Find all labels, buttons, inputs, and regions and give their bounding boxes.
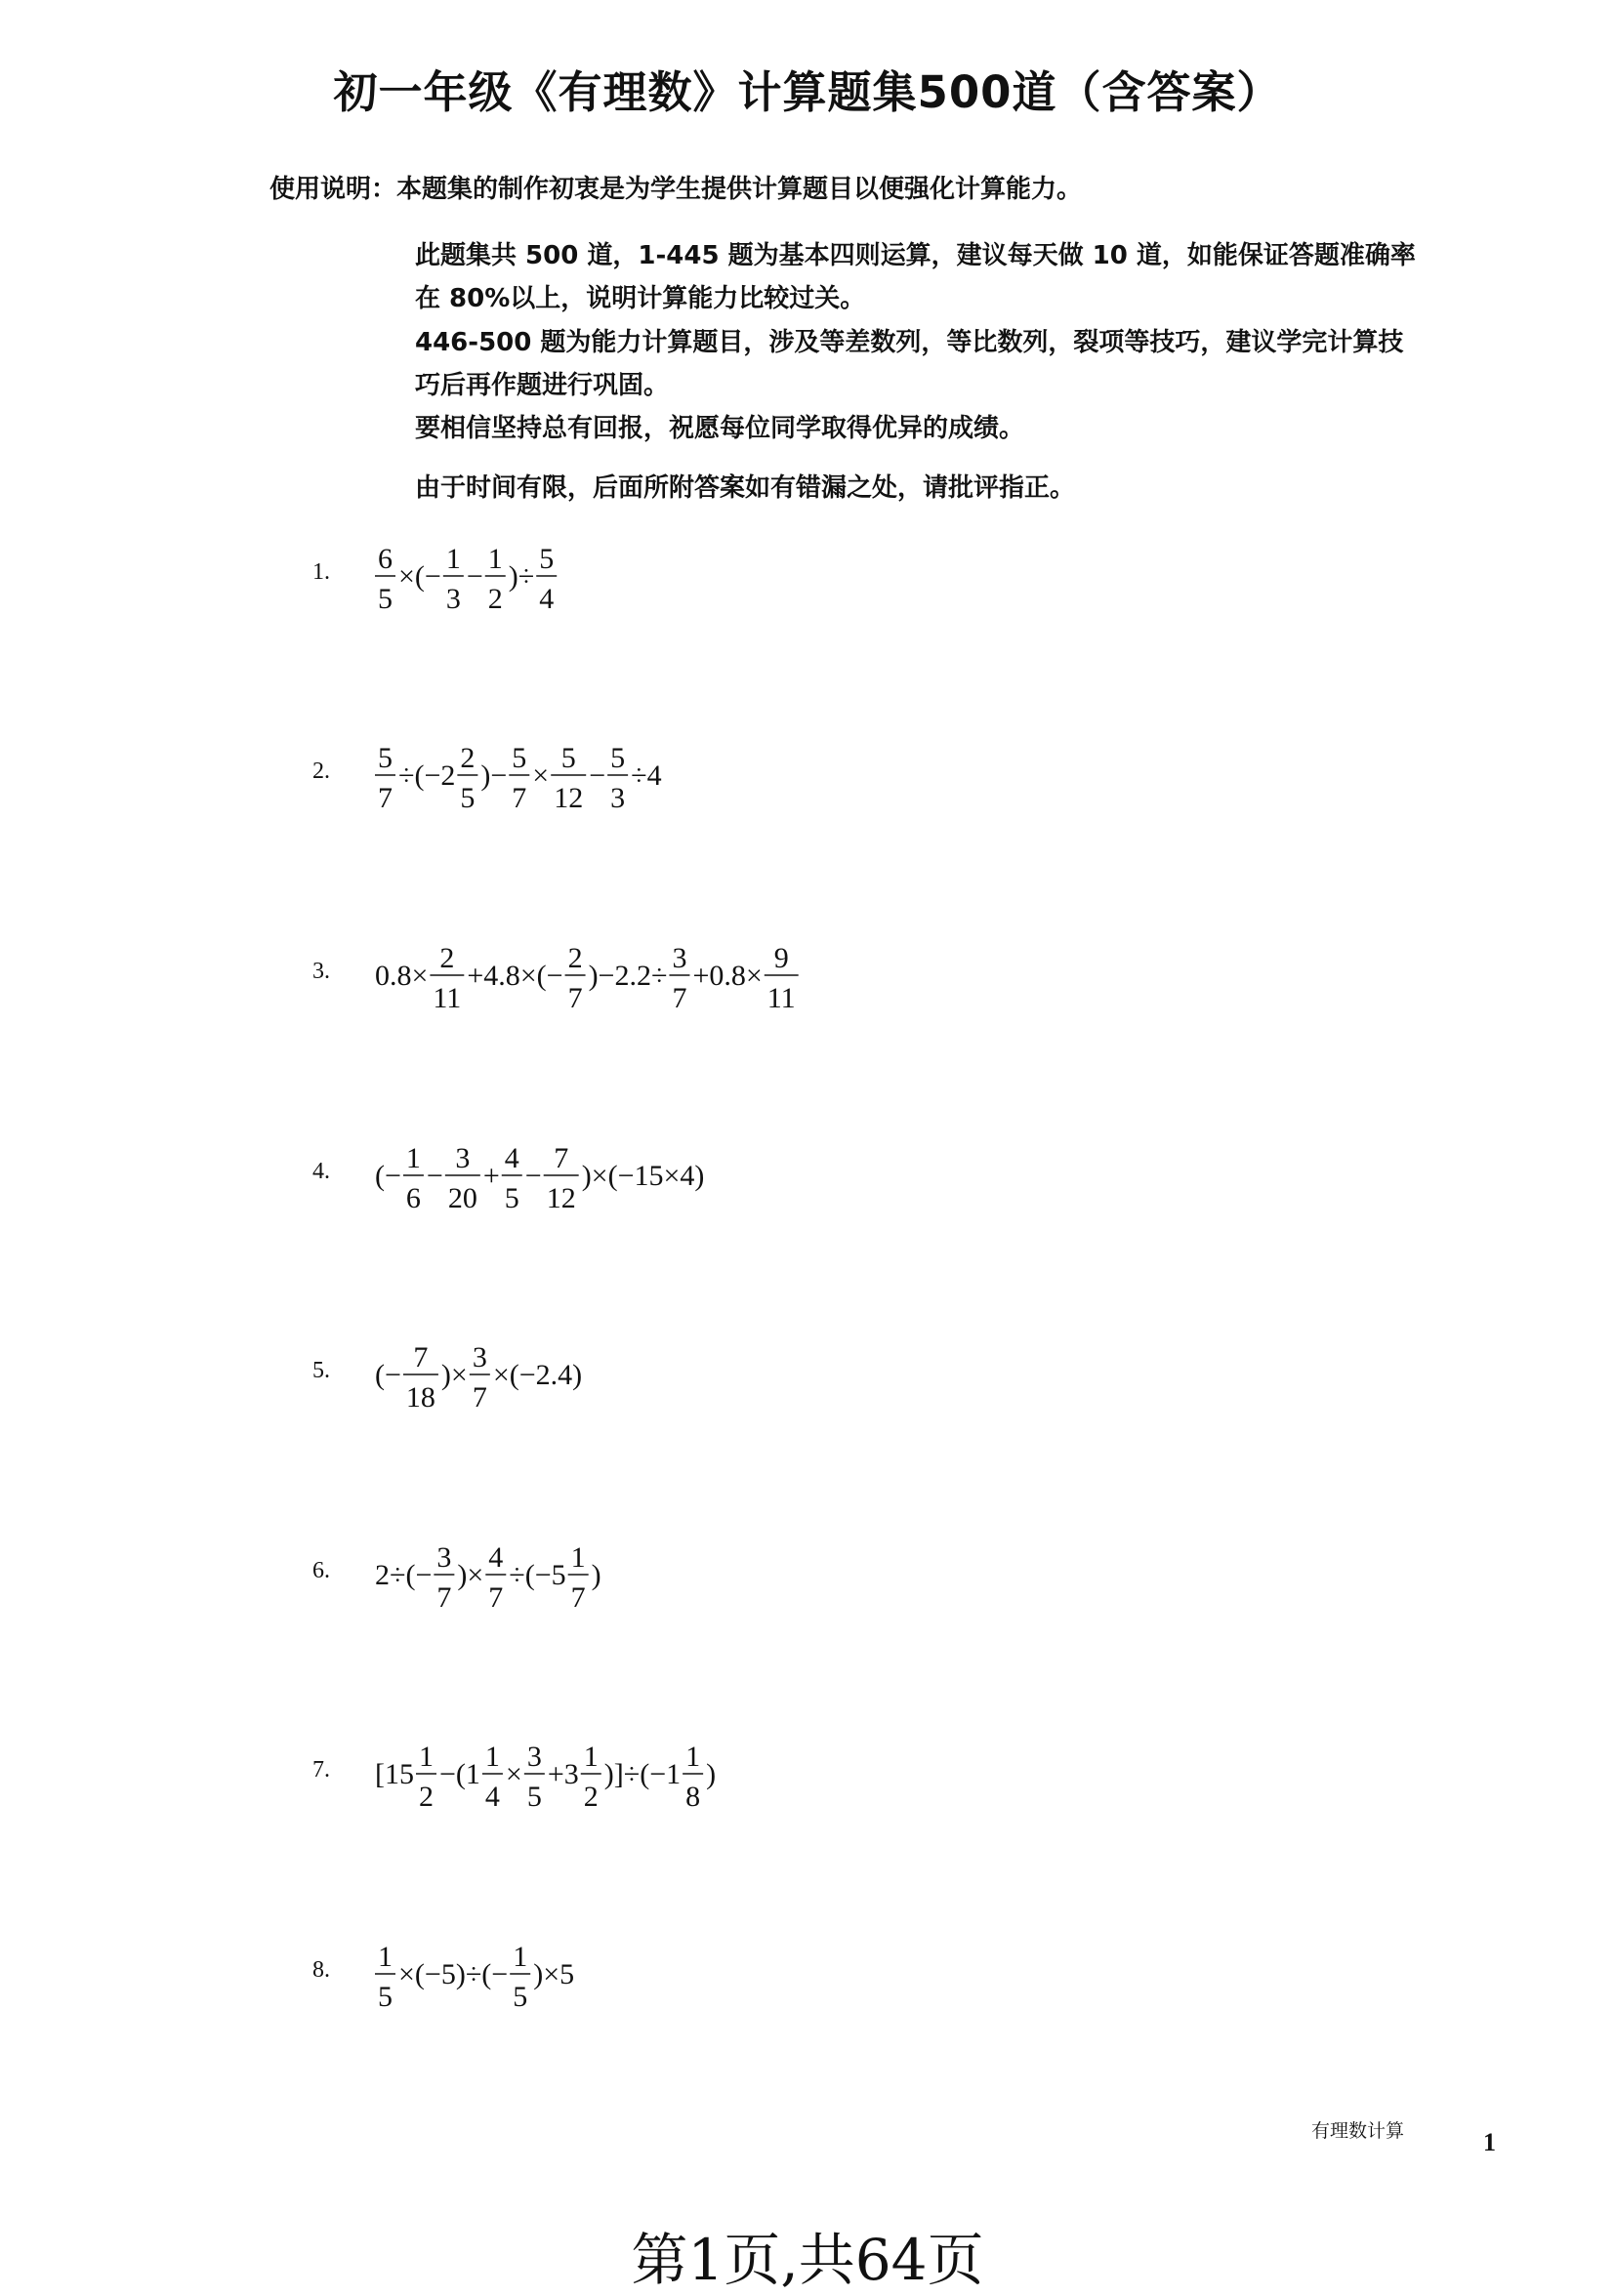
fraction-numerator: 1 [487,543,503,575]
fraction-denominator: 3 [610,782,626,814]
problem-item [312,1531,1289,1619]
fraction-numerator: 6 [378,543,393,575]
fraction-numerator: 1 [405,1142,421,1174]
fraction-denominator: 5 [513,1981,528,2013]
page-counter: 第1页,共64页 [631,2227,984,2293]
expr-text: −(1 [439,1758,480,1790]
footer-label: 有理数计算 [1311,2120,1405,2142]
expr-text: (− [375,1160,401,1192]
problem-number: 7. [312,1757,330,1783]
expr-text: ×(−5)÷(− [398,1958,509,1990]
problem-item [312,731,1289,819]
problem-number: 4. [312,1159,330,1184]
expr-text: )−2.2÷ [588,960,668,992]
expr-text: ÷(−5 [509,1559,566,1591]
fraction-denominator: 5 [378,1981,393,2013]
fraction-numerator: 9 [773,942,789,974]
expr-text: )]÷(−1 [603,1758,682,1790]
fraction-numerator: 4 [488,1541,504,1574]
expr-text: − [524,1160,542,1192]
expr-text: +3 [547,1758,579,1790]
expr-text: ÷(−2 [398,759,456,792]
math-expression [375,532,1254,624]
math-expression [375,1331,1254,1422]
expr-text: ) [591,1559,601,1591]
expr-text: )× [440,1359,468,1391]
note-line: 要相信坚持总有回报，祝愿每位同学取得优异的成绩。 [415,414,1025,443]
fraction-numerator: 5 [378,742,393,774]
problem-number: 8. [312,1957,330,1983]
fraction-numerator: 1 [484,1741,500,1773]
fraction-denominator: 5 [504,1182,519,1214]
problem-number: 5. [312,1358,330,1383]
fraction-numerator: 1 [419,1741,434,1773]
fraction-denominator: 5 [378,583,393,615]
fraction-numerator: 4 [504,1142,519,1174]
fraction-denominator: 7 [567,982,583,1014]
fraction-denominator: 7 [436,1581,452,1614]
fraction-numerator: 2 [567,942,583,974]
fraction-numerator: 1 [513,1941,528,1973]
problem-number: 1. [312,559,330,585]
fraction-numerator: 3 [526,1741,542,1773]
fraction-denominator: 7 [672,982,687,1014]
expr-text: ) [706,1758,717,1790]
footer-page-number: 1 [1483,2128,1496,2156]
expr-text: +4.8×(− [467,960,563,992]
math-expression [375,1730,1254,1822]
problem-item [312,1930,1289,2018]
fraction-denominator: 7 [378,782,393,814]
fraction-denominator: 3 [445,583,461,615]
fraction-numerator: 7 [554,1142,569,1174]
math-expression [375,931,1254,1023]
fraction-denominator: 7 [512,782,527,814]
usage-instructions: 使用说明：本题集的制作初衷是为学生提供计算题目以便强化计算能力。 [269,175,1083,204]
fraction-numerator: 1 [378,1941,393,1973]
fraction-numerator: 3 [472,1341,487,1374]
fraction-numerator: 5 [539,543,555,575]
fraction-denominator: 12 [554,782,584,814]
problem-item [312,532,1289,620]
expr-text: × [505,1758,522,1790]
problem-number: 3. [312,959,330,984]
fraction-denominator: 18 [405,1381,435,1414]
fraction-denominator: 7 [472,1381,487,1414]
fraction-denominator: 2 [419,1781,434,1813]
problem-item [312,1131,1289,1219]
math-expression [375,1531,1254,1622]
problem-number: 6. [312,1558,330,1583]
expr-text: ×(−2.4) [492,1359,583,1391]
note-line: 446-500 题为能力计算题目，涉及等差数列，等比数列，裂项等技巧，建议学完计算技 [415,328,1404,357]
document-title: 初一年级《有理数》计算题集500道（含答案） [333,66,1282,118]
fraction-denominator: 5 [460,782,476,814]
expr-text: (− [375,1359,401,1391]
expr-text: [15 [375,1758,414,1790]
expr-text: )− [480,759,508,792]
fraction-numerator: 5 [512,742,527,774]
note-line: 此题集共 500 道，1-445 题为基本四则运算，建议每天做 10 道，如能保证答题准确率 [415,241,1416,270]
problem-item [312,1331,1289,1418]
fraction-numerator: 3 [672,942,687,974]
fraction-denominator: 4 [539,583,555,615]
fraction-denominator: 11 [766,982,796,1014]
expr-text: ÷4 [631,759,662,792]
fraction-denominator: 6 [405,1182,421,1214]
expr-text: )÷ [508,560,535,593]
fraction-denominator: 4 [484,1781,500,1813]
fraction-numerator: 5 [610,742,626,774]
problem-number: 2. [312,758,330,784]
fraction-denominator: 12 [546,1182,576,1214]
fraction-numerator: 3 [455,1142,471,1174]
fraction-denominator: 2 [487,583,503,615]
math-expression [375,1131,1254,1223]
math-expression [375,731,1254,823]
note-line: 由于时间有限，后面所附答案如有错漏之处，请批评指正。 [415,473,1076,503]
fraction-numerator: 2 [439,942,455,974]
note-line: 在 80%以上，说明计算能力比较过关。 [415,284,866,313]
math-expression [375,1930,1254,2022]
note-line: 巧后再作题进行巩固。 [415,371,670,400]
fraction-numerator: 1 [685,1741,701,1773]
fraction-numerator: 3 [436,1541,452,1574]
expr-text: − [426,1160,443,1192]
fraction-denominator: 7 [488,1581,504,1614]
expr-text: × [532,759,550,792]
expr-text: + [482,1160,500,1192]
fraction-numerator: 1 [445,543,461,575]
problem-item [312,1730,1289,1818]
expr-text: )×(−15×4) [581,1160,705,1192]
fraction-denominator: 20 [447,1182,477,1214]
fraction-denominator: 7 [570,1581,586,1614]
expr-text: − [466,560,483,593]
problem-item [312,931,1289,1019]
expr-text: ×(− [398,560,441,593]
fraction-denominator: 11 [433,982,462,1014]
expr-text: − [589,759,606,792]
fraction-denominator: 8 [685,1781,701,1813]
expr-text: )× [457,1559,484,1591]
expr-text: +0.8× [692,960,763,992]
fraction-denominator: 2 [583,1781,599,1813]
fraction-numerator: 1 [570,1541,586,1574]
fraction-numerator: 1 [583,1741,599,1773]
expr-text: 2÷(− [375,1559,433,1591]
fraction-denominator: 5 [526,1781,542,1813]
expr-text: )×5 [533,1958,575,1990]
fraction-numerator: 7 [413,1341,429,1374]
fraction-numerator: 2 [460,742,476,774]
fraction-numerator: 5 [560,742,576,774]
expr-text: 0.8× [375,960,429,992]
